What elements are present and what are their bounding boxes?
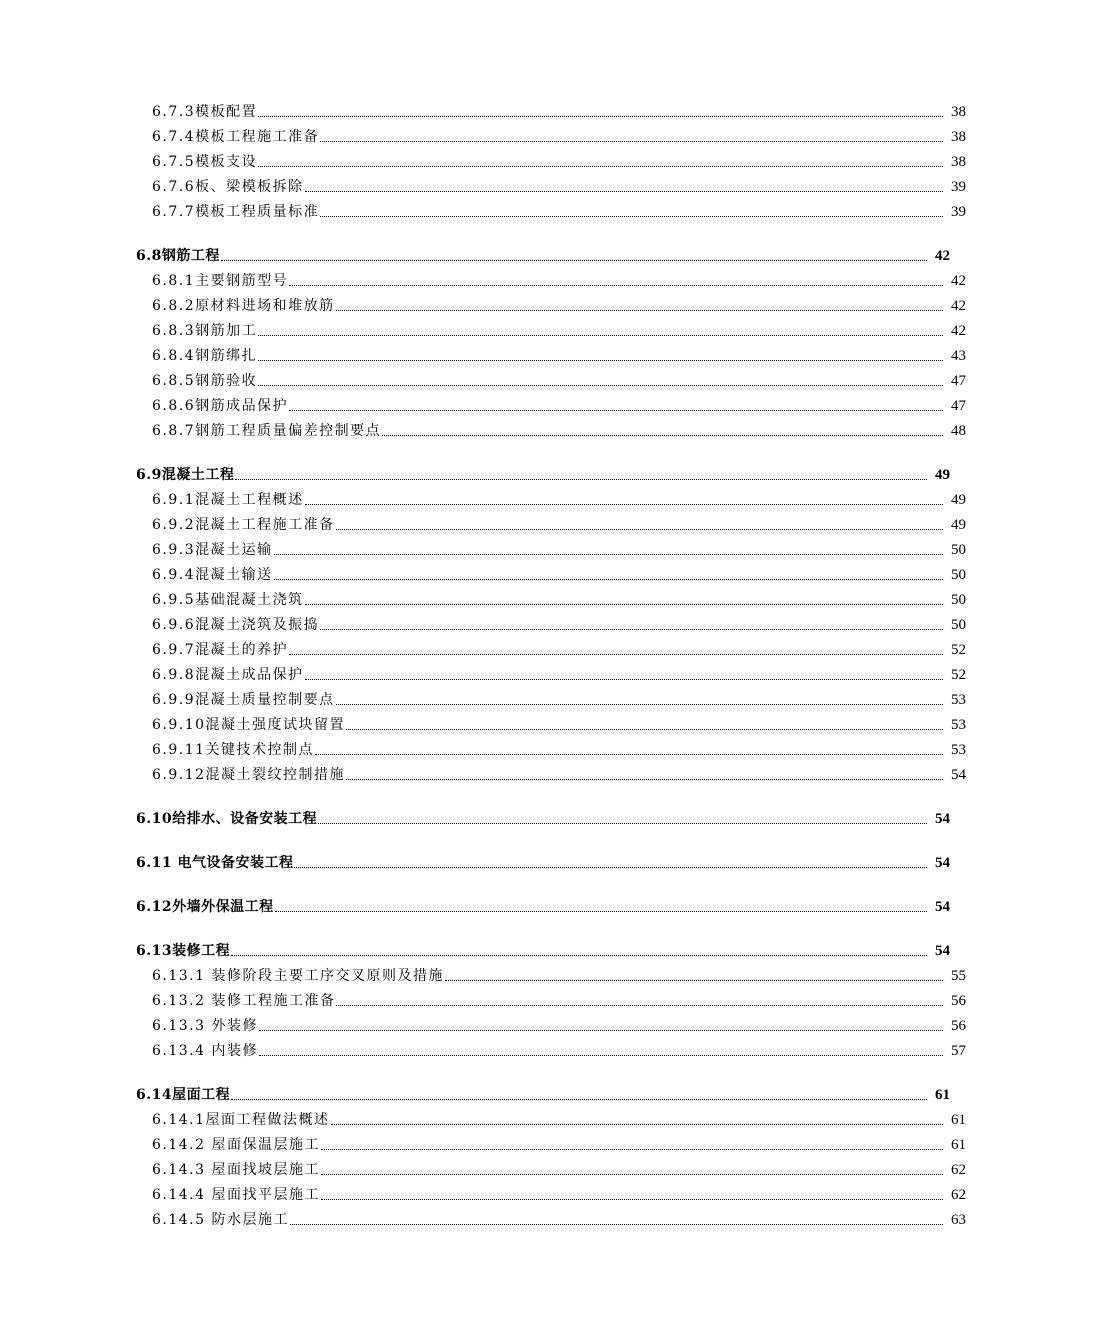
- dot-leader: [336, 704, 943, 705]
- toc-entry-title: 6.9.5基础混凝土浇筑: [152, 592, 304, 608]
- dot-leader: [320, 141, 943, 142]
- toc-entry-page-number: 62: [951, 1187, 966, 1203]
- toc-entry[interactable]: [0, 148, 1102, 170]
- toc-entry-title: 6.9.1混凝土工程概述: [152, 492, 304, 508]
- toc-entry-title: 6.9.12混凝土裂纹控制措施: [152, 767, 346, 783]
- toc-entry-page-number: 42: [951, 273, 966, 289]
- toc-entry[interactable]: [0, 661, 1102, 683]
- toc-entry-page-number: 42: [951, 323, 966, 339]
- toc-entry[interactable]: [0, 1131, 1102, 1153]
- dot-leader: [274, 554, 943, 555]
- toc-entry-title: 6.9.6混凝土浇筑及振捣: [152, 617, 320, 633]
- dot-leader: [258, 166, 943, 167]
- toc-entry-title: 6.13.2 装修工程施工准备: [152, 993, 336, 1009]
- toc-entry[interactable]: [0, 805, 1086, 827]
- toc-entry-page-number: 50: [951, 567, 966, 583]
- toc-entry[interactable]: [0, 636, 1102, 658]
- toc-entry-page-number: 61: [951, 1137, 966, 1153]
- dot-leader: [274, 579, 943, 580]
- dot-leader: [336, 529, 943, 530]
- dot-leader: [321, 1174, 943, 1175]
- dot-leader: [320, 216, 943, 217]
- toc-entry-page-number: 47: [951, 373, 966, 389]
- toc-entry-page-number: 56: [951, 1018, 966, 1034]
- dot-leader: [235, 479, 927, 480]
- toc-entry-page-number: 49: [951, 517, 966, 533]
- dot-leader: [346, 779, 943, 780]
- toc-entry-title: 6.8.4钢筋绑扎: [152, 348, 258, 364]
- toc-entry-page-number: 54: [935, 811, 950, 827]
- toc-entry[interactable]: [0, 267, 1102, 289]
- toc-entry-page-number: 62: [951, 1162, 966, 1178]
- toc-entry-title: 6.13.1 装修阶段主要工序交叉原则及措施: [152, 968, 444, 984]
- dot-leader: [336, 1005, 943, 1006]
- toc-entry[interactable]: [0, 561, 1102, 583]
- toc-entry-page-number: 43: [951, 348, 966, 364]
- toc-entry[interactable]: [0, 98, 1102, 120]
- toc-entry-page-number: 38: [951, 154, 966, 170]
- toc-entry-page-number: 54: [935, 899, 950, 915]
- dot-leader: [258, 360, 943, 361]
- toc-entry[interactable]: [0, 1206, 1102, 1228]
- toc-entry[interactable]: [0, 392, 1102, 414]
- dot-leader: [289, 285, 943, 286]
- toc-entry-title: 6.8.2原材料进场和堆放筋: [152, 298, 335, 314]
- dot-leader: [346, 729, 943, 730]
- toc-entry-title: 6.7.3模板配置: [152, 104, 258, 120]
- toc-entry-page-number: 50: [951, 542, 966, 558]
- dot-leader: [289, 654, 943, 655]
- toc-entry-title: 6.9.4混凝土输送: [152, 567, 273, 583]
- toc-entry[interactable]: [0, 849, 1086, 871]
- toc-entry-title: 6.7.5模板支设: [152, 154, 258, 170]
- toc-entry-title: 6.8.7钢筋工程质量偏差控制要点: [152, 423, 382, 439]
- toc-entry[interactable]: [0, 711, 1102, 733]
- toc-entry-title: 6.14.4 屋面找平层施工: [152, 1187, 320, 1203]
- toc-entry[interactable]: [0, 611, 1102, 633]
- toc-entry-page-number: 53: [951, 742, 966, 758]
- dot-leader: [318, 823, 927, 824]
- toc-entry-title: 6.9.10混凝土强度试块留置: [152, 717, 346, 733]
- dot-leader: [289, 410, 943, 411]
- toc-entry-title: 6.14.5 防水层施工: [152, 1212, 289, 1228]
- toc-entry-title: 6.14屋面工程: [136, 1087, 231, 1103]
- toc-entry-title: 6.14.3 屋面找坡层施工: [152, 1162, 320, 1178]
- toc-entry-page-number: 48: [951, 423, 966, 439]
- toc-entry[interactable]: [0, 586, 1102, 608]
- dot-leader: [290, 1224, 943, 1225]
- toc-entry-page-number: 47: [951, 398, 966, 414]
- toc-entry-title: 6.7.6板、梁模板拆除: [152, 179, 304, 195]
- toc-entry-page-number: 38: [951, 104, 966, 120]
- toc-entry[interactable]: [0, 1181, 1102, 1203]
- toc-entry-title: 6.9.7混凝土的养护: [152, 642, 289, 658]
- toc-entry[interactable]: [0, 1012, 1102, 1034]
- toc-entry[interactable]: [0, 761, 1102, 783]
- dot-leader: [259, 1055, 943, 1056]
- toc-entry[interactable]: [0, 461, 1086, 483]
- dot-leader: [315, 754, 943, 755]
- toc-entry[interactable]: [0, 486, 1102, 508]
- toc-entry-title: 6.14.1屋面工程做法概述: [152, 1112, 330, 1128]
- toc-entry-page-number: 49: [951, 492, 966, 508]
- toc-entry-title: 6.9.3混凝土运输: [152, 542, 273, 558]
- toc-entry[interactable]: [0, 686, 1102, 708]
- toc-entry-title: 6.13装修工程: [136, 943, 231, 959]
- toc-entry-title: 6.14.2 屋面保温层施工: [152, 1137, 320, 1153]
- dot-leader: [305, 191, 943, 192]
- dot-leader: [231, 955, 927, 956]
- dot-leader: [221, 260, 927, 261]
- toc-entry[interactable]: [0, 292, 1102, 314]
- toc-entry-title: 6.8钢筋工程: [136, 248, 220, 264]
- toc-entry-page-number: 50: [951, 617, 966, 633]
- dot-leader: [231, 1099, 927, 1100]
- toc-entry[interactable]: [0, 123, 1102, 145]
- toc-entry-page-number: 42: [935, 248, 950, 264]
- toc-entry-title: 6.10给排水、设备安装工程: [136, 811, 318, 827]
- toc-entry-title: 6.11 电气设备安装工程: [136, 855, 294, 871]
- toc-entry-page-number: 53: [951, 692, 966, 708]
- toc-entry-page-number: 53: [951, 717, 966, 733]
- toc-entry[interactable]: [0, 173, 1102, 195]
- toc-entry-page-number: 57: [951, 1043, 966, 1059]
- toc-entry-page-number: 61: [951, 1112, 966, 1128]
- toc-entry-page-number: 63: [951, 1212, 966, 1228]
- dot-leader: [321, 1199, 943, 1200]
- dot-leader: [321, 1149, 943, 1150]
- toc-entry-title: 6.8.3钢筋加工: [152, 323, 258, 339]
- toc-entry-page-number: 54: [935, 943, 950, 959]
- dot-leader: [445, 980, 943, 981]
- toc-entry-page-number: 54: [935, 855, 950, 871]
- toc-entry[interactable]: [0, 962, 1102, 984]
- toc-entry[interactable]: [0, 198, 1102, 220]
- toc-entry-title: 6.7.7模板工程质量标准: [152, 204, 320, 220]
- toc-entry[interactable]: [0, 1081, 1086, 1103]
- toc-entry-title: 6.8.1主要钢筋型号: [152, 273, 289, 289]
- dot-leader: [305, 679, 943, 680]
- toc-entry[interactable]: [0, 1037, 1102, 1059]
- toc-entry-page-number: 61: [935, 1087, 950, 1103]
- toc-entry-page-number: 52: [951, 642, 966, 658]
- toc-entry-title: 6.8.5钢筋验收: [152, 373, 258, 389]
- toc-entry-title: 6.9.2混凝土工程施工准备: [152, 517, 335, 533]
- toc-entry-page-number: 49: [935, 467, 950, 483]
- dot-leader: [259, 1030, 943, 1031]
- dot-leader: [320, 629, 943, 630]
- toc-entry-title: 6.12外墙外保温工程: [136, 899, 274, 915]
- dot-leader: [305, 604, 943, 605]
- dot-leader: [331, 1124, 943, 1125]
- toc-entry-title: 6.9.11关键技术控制点: [152, 742, 315, 758]
- toc-entry-page-number: 42: [951, 298, 966, 314]
- toc-entry[interactable]: [0, 736, 1102, 758]
- toc-entry-page-number: 50: [951, 592, 966, 608]
- toc-entry[interactable]: [0, 937, 1086, 959]
- dot-leader: [336, 310, 943, 311]
- dot-leader: [382, 435, 943, 436]
- toc-entry[interactable]: [0, 242, 1086, 264]
- toc-entry-title: 6.9.8混凝土成品保护: [152, 667, 304, 683]
- toc-entry[interactable]: [0, 511, 1102, 533]
- toc-entry[interactable]: [0, 317, 1102, 339]
- toc-entry[interactable]: [0, 893, 1086, 915]
- toc-entry-page-number: 54: [951, 767, 966, 783]
- toc-entry-page-number: 39: [951, 179, 966, 195]
- toc-entry-page-number: 38: [951, 129, 966, 145]
- toc-entry-page-number: 52: [951, 667, 966, 683]
- toc-entry[interactable]: [0, 417, 1102, 439]
- toc-entry[interactable]: [0, 1156, 1102, 1178]
- toc-entry-title: 6.9混凝土工程: [136, 467, 235, 483]
- toc-entry-title: 6.13.3 外装修: [152, 1018, 258, 1034]
- dot-leader: [258, 335, 943, 336]
- dot-leader: [275, 911, 927, 912]
- toc-entry-page-number: 39: [951, 204, 966, 220]
- toc-entry-title: 6.13.4 内装修: [152, 1043, 258, 1059]
- toc-entry-page-number: 56: [951, 993, 966, 1009]
- dot-leader: [305, 504, 943, 505]
- toc-entry-title: 6.9.9混凝土质量控制要点: [152, 692, 335, 708]
- dot-leader: [258, 116, 943, 117]
- toc-entry[interactable]: [0, 342, 1102, 364]
- toc-entry[interactable]: [0, 536, 1102, 558]
- dot-leader: [258, 385, 943, 386]
- toc-entry-page-number: 55: [951, 968, 966, 984]
- toc-entry[interactable]: [0, 987, 1102, 1009]
- dot-leader: [294, 867, 927, 868]
- toc-entry[interactable]: [0, 367, 1102, 389]
- toc-entry-title: 6.8.6钢筋成品保护: [152, 398, 289, 414]
- toc-entry[interactable]: [0, 1106, 1102, 1128]
- toc-entry-title: 6.7.4模板工程施工准备: [152, 129, 320, 145]
